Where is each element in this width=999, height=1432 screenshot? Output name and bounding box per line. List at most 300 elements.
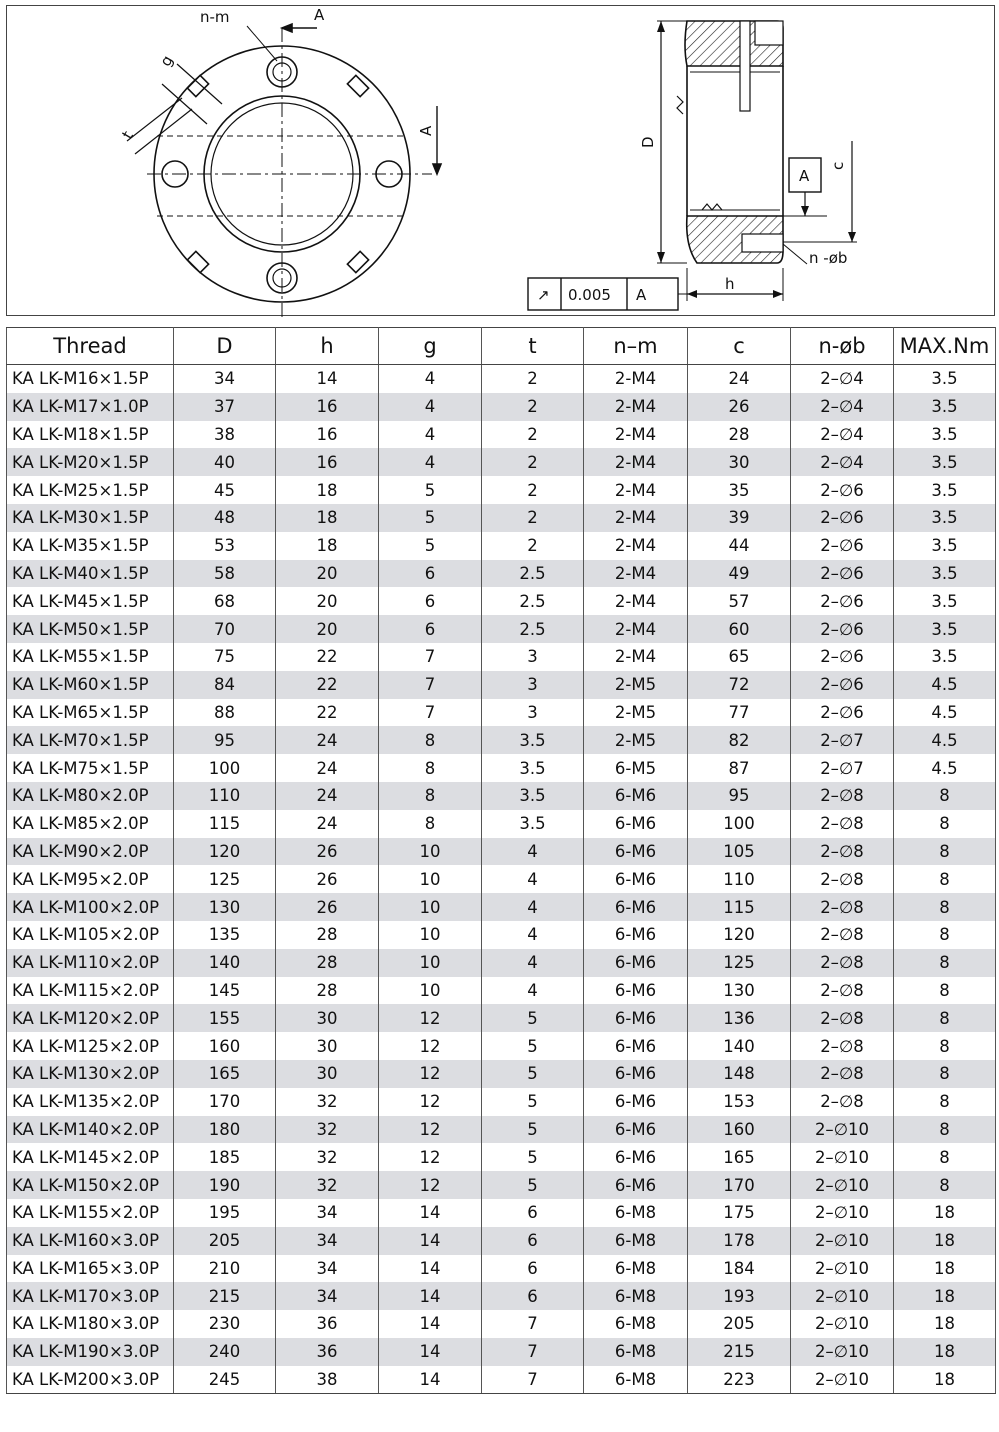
label-g: g xyxy=(156,52,177,70)
cell-g: 14 xyxy=(379,1227,482,1255)
cell-n-ob: 2–∅6 xyxy=(791,615,894,643)
cell-h: 20 xyxy=(276,587,379,615)
cell-g: 7 xyxy=(379,643,482,671)
cell-n-m: 6-M8 xyxy=(584,1199,688,1227)
table-row xyxy=(7,865,996,893)
cell-n-ob: 2–∅8 xyxy=(791,810,894,838)
side-view xyxy=(528,21,857,310)
cell-n-ob: 2–∅6 xyxy=(791,699,894,727)
cell-d: 95 xyxy=(174,726,276,754)
cell-d: 68 xyxy=(174,587,276,615)
table-row xyxy=(7,977,996,1005)
cell-thread: KA LK-M30×1.5P xyxy=(7,504,174,532)
cell-c: 24 xyxy=(688,365,791,393)
cell-g: 12 xyxy=(379,1088,482,1116)
cell-n-ob: 2–∅10 xyxy=(791,1366,894,1394)
cell-thread: KA LK-M95×2.0P xyxy=(7,865,174,893)
cell-max-nm: 3.5 xyxy=(894,560,996,588)
cell-n-m: 6-M6 xyxy=(584,1088,688,1116)
cell-thread: KA LK-M170×3.0P xyxy=(7,1282,174,1310)
cell-max-nm: 8 xyxy=(894,865,996,893)
cell-max-nm: 8 xyxy=(894,1060,996,1088)
cell-d: 180 xyxy=(174,1116,276,1144)
cell-thread: KA LK-M85×2.0P xyxy=(7,810,174,838)
cell-g: 12 xyxy=(379,1171,482,1199)
cell-n-ob: 2–∅8 xyxy=(791,1060,894,1088)
cell-max-nm: 3.5 xyxy=(894,365,996,393)
cell-n-ob: 2–∅4 xyxy=(791,365,894,393)
cell-h: 32 xyxy=(276,1088,379,1116)
cell-h: 24 xyxy=(276,810,379,838)
label-a-side: A xyxy=(417,125,435,136)
cell-h: 14 xyxy=(276,365,379,393)
label-c: c xyxy=(829,161,847,170)
table-row xyxy=(7,1227,996,1255)
cell-h: 38 xyxy=(276,1366,379,1394)
cell-g: 8 xyxy=(379,726,482,754)
cell-h: 20 xyxy=(276,615,379,643)
cell-thread: KA LK-M65×1.5P xyxy=(7,699,174,727)
cell-max-nm: 3.5 xyxy=(894,448,996,476)
slot-bottom-right xyxy=(347,251,368,272)
cell-g: 14 xyxy=(379,1199,482,1227)
cell-d: 110 xyxy=(174,782,276,810)
cell-t: 2 xyxy=(482,448,584,476)
cell-n-m: 6-M8 xyxy=(584,1310,688,1338)
cell-n-m: 2-M4 xyxy=(584,421,688,449)
cell-t: 2 xyxy=(482,504,584,532)
table-row xyxy=(7,1088,996,1116)
cell-n-m: 6-M8 xyxy=(584,1338,688,1366)
cell-max-nm: 18 xyxy=(894,1366,996,1394)
cell-t: 6 xyxy=(482,1227,584,1255)
cell-n-ob: 2–∅10 xyxy=(791,1282,894,1310)
cell-max-nm: 4.5 xyxy=(894,754,996,782)
cell-thread: KA LK-M110×2.0P xyxy=(7,949,174,977)
cell-max-nm: 8 xyxy=(894,977,996,1005)
cell-g: 14 xyxy=(379,1282,482,1310)
table-row xyxy=(7,393,996,421)
cell-t: 7 xyxy=(482,1338,584,1366)
cell-c: 26 xyxy=(688,393,791,421)
cell-c: 65 xyxy=(688,643,791,671)
cell-c: 215 xyxy=(688,1338,791,1366)
cell-t: 2 xyxy=(482,476,584,504)
cell-d: 215 xyxy=(174,1282,276,1310)
cell-n-m: 6-M8 xyxy=(584,1282,688,1310)
cell-t: 3.5 xyxy=(482,754,584,782)
cell-g: 7 xyxy=(379,671,482,699)
cell-n-ob: 2–∅8 xyxy=(791,782,894,810)
cell-g: 8 xyxy=(379,782,482,810)
cell-thread: KA LK-M60×1.5P xyxy=(7,671,174,699)
cell-h: 30 xyxy=(276,1032,379,1060)
cell-n-m: 6-M6 xyxy=(584,838,688,866)
cell-thread: KA LK-M17×1.0P xyxy=(7,393,174,421)
cell-t: 6 xyxy=(482,1282,584,1310)
front-view xyxy=(127,24,441,317)
cell-h: 30 xyxy=(276,1004,379,1032)
cell-thread: KA LK-M45×1.5P xyxy=(7,587,174,615)
cell-d: 70 xyxy=(174,615,276,643)
cell-n-m: 6-M6 xyxy=(584,921,688,949)
table-row xyxy=(7,587,996,615)
cell-thread: KA LK-M105×2.0P xyxy=(7,921,174,949)
cell-d: 34 xyxy=(174,365,276,393)
cell-max-nm: 4.5 xyxy=(894,699,996,727)
cell-g: 10 xyxy=(379,865,482,893)
label-n-m: n-m xyxy=(200,8,230,26)
cell-g: 7 xyxy=(379,699,482,727)
table-row xyxy=(7,893,996,921)
cell-n-m: 2-M5 xyxy=(584,699,688,727)
cell-n-ob: 2–∅8 xyxy=(791,977,894,1005)
cell-t: 6 xyxy=(482,1255,584,1283)
cell-g: 8 xyxy=(379,754,482,782)
cell-thread: KA LK-M140×2.0P xyxy=(7,1116,174,1144)
cell-g: 14 xyxy=(379,1338,482,1366)
cell-n-ob: 2–∅8 xyxy=(791,1004,894,1032)
table-row xyxy=(7,1255,996,1283)
cell-n-m: 6-M6 xyxy=(584,1171,688,1199)
cell-c: 105 xyxy=(688,838,791,866)
cell-g: 5 xyxy=(379,476,482,504)
cell-h: 26 xyxy=(276,893,379,921)
table-row xyxy=(7,782,996,810)
cell-n-m: 6-M6 xyxy=(584,1060,688,1088)
cell-n-ob: 2–∅10 xyxy=(791,1255,894,1283)
cell-thread: KA LK-M50×1.5P xyxy=(7,615,174,643)
cell-h: 18 xyxy=(276,532,379,560)
cell-d: 165 xyxy=(174,1060,276,1088)
label-datum-a: A xyxy=(799,167,810,185)
cell-max-nm: 8 xyxy=(894,949,996,977)
table-row xyxy=(7,1199,996,1227)
table-row xyxy=(7,1004,996,1032)
cell-c: 153 xyxy=(688,1088,791,1116)
cell-g: 4 xyxy=(379,365,482,393)
cell-g: 10 xyxy=(379,893,482,921)
cell-n-ob: 2–∅6 xyxy=(791,560,894,588)
cell-g: 6 xyxy=(379,587,482,615)
cell-d: 140 xyxy=(174,949,276,977)
table-row xyxy=(7,921,996,949)
cell-n-ob: 2–∅7 xyxy=(791,726,894,754)
cell-c: 60 xyxy=(688,615,791,643)
cell-c: 170 xyxy=(688,1171,791,1199)
cell-h: 22 xyxy=(276,699,379,727)
cell-g: 10 xyxy=(379,977,482,1005)
cell-g: 12 xyxy=(379,1032,482,1060)
cell-thread: KA LK-M145×2.0P xyxy=(7,1143,174,1171)
cell-n-m: 2-M5 xyxy=(584,671,688,699)
cell-h: 34 xyxy=(276,1227,379,1255)
cell-n-ob: 2–∅8 xyxy=(791,838,894,866)
cell-thread: KA LK-M20×1.5P xyxy=(7,448,174,476)
cell-d: 38 xyxy=(174,421,276,449)
column-header-n-ob: n-øb xyxy=(791,328,894,365)
table-row xyxy=(7,448,996,476)
cell-max-nm: 3.5 xyxy=(894,421,996,449)
cell-c: 44 xyxy=(688,532,791,560)
cell-c: 39 xyxy=(688,504,791,532)
cell-thread: KA LK-M80×2.0P xyxy=(7,782,174,810)
cell-h: 16 xyxy=(276,393,379,421)
cell-d: 245 xyxy=(174,1366,276,1394)
cell-t: 2.5 xyxy=(482,587,584,615)
cell-n-m: 2-M4 xyxy=(584,393,688,421)
cell-n-m: 6-M6 xyxy=(584,865,688,893)
column-header-t: t xyxy=(482,328,584,365)
table-row xyxy=(7,1032,996,1060)
cell-t: 5 xyxy=(482,1088,584,1116)
cell-c: 193 xyxy=(688,1282,791,1310)
table-row xyxy=(7,1282,996,1310)
label-t: t xyxy=(118,127,137,142)
cell-n-m: 2-M4 xyxy=(584,504,688,532)
cell-max-nm: 8 xyxy=(894,782,996,810)
cell-h: 16 xyxy=(276,448,379,476)
tolerance-datum: A xyxy=(636,286,647,304)
cell-max-nm: 3.5 xyxy=(894,393,996,421)
cell-h: 24 xyxy=(276,782,379,810)
cell-g: 4 xyxy=(379,393,482,421)
cell-t: 2 xyxy=(482,393,584,421)
cell-n-m: 6-M6 xyxy=(584,1032,688,1060)
cell-h: 22 xyxy=(276,671,379,699)
cell-d: 88 xyxy=(174,699,276,727)
column-header-max-nm: MAX.Nm xyxy=(894,328,996,365)
cell-c: 223 xyxy=(688,1366,791,1394)
cell-max-nm: 18 xyxy=(894,1227,996,1255)
table-row xyxy=(7,1310,996,1338)
cell-d: 135 xyxy=(174,921,276,949)
cell-c: 35 xyxy=(688,476,791,504)
cell-t: 3 xyxy=(482,643,584,671)
cell-h: 16 xyxy=(276,421,379,449)
cell-h: 32 xyxy=(276,1143,379,1171)
cell-max-nm: 8 xyxy=(894,838,996,866)
cell-g: 10 xyxy=(379,949,482,977)
cell-d: 125 xyxy=(174,865,276,893)
cell-max-nm: 4.5 xyxy=(894,671,996,699)
cell-c: 175 xyxy=(688,1199,791,1227)
cell-t: 4 xyxy=(482,977,584,1005)
cell-thread: KA LK-M180×3.0P xyxy=(7,1310,174,1338)
cell-max-nm: 8 xyxy=(894,1004,996,1032)
cell-g: 5 xyxy=(379,504,482,532)
table-body xyxy=(7,365,996,1394)
cell-g: 12 xyxy=(379,1116,482,1144)
cell-max-nm: 8 xyxy=(894,1088,996,1116)
cell-c: 160 xyxy=(688,1116,791,1144)
cell-h: 36 xyxy=(276,1338,379,1366)
table-row xyxy=(7,1171,996,1199)
cell-n-m: 2-M4 xyxy=(584,560,688,588)
label-h: h xyxy=(725,275,735,293)
cell-n-ob: 2–∅4 xyxy=(791,393,894,421)
cell-g: 6 xyxy=(379,615,482,643)
cell-t: 4 xyxy=(482,949,584,977)
cell-n-ob: 2–∅4 xyxy=(791,448,894,476)
cell-h: 30 xyxy=(276,1060,379,1088)
cell-n-m: 6-M6 xyxy=(584,893,688,921)
cell-d: 48 xyxy=(174,504,276,532)
cell-max-nm: 18 xyxy=(894,1282,996,1310)
cell-thread: KA LK-M70×1.5P xyxy=(7,726,174,754)
cell-g: 14 xyxy=(379,1366,482,1394)
column-header-h: h xyxy=(276,328,379,365)
cell-c: 72 xyxy=(688,671,791,699)
cell-thread: KA LK-M160×3.0P xyxy=(7,1227,174,1255)
table-row xyxy=(7,643,996,671)
cell-n-ob: 2–∅7 xyxy=(791,754,894,782)
cell-d: 155 xyxy=(174,1004,276,1032)
table-row xyxy=(7,615,996,643)
cell-max-nm: 8 xyxy=(894,1032,996,1060)
cell-t: 3.5 xyxy=(482,726,584,754)
cell-max-nm: 3.5 xyxy=(894,643,996,671)
cell-t: 4 xyxy=(482,893,584,921)
cell-n-m: 2-M4 xyxy=(584,643,688,671)
cell-max-nm: 4.5 xyxy=(894,726,996,754)
cell-d: 75 xyxy=(174,643,276,671)
cell-c: 100 xyxy=(688,810,791,838)
cell-max-nm: 18 xyxy=(894,1338,996,1366)
cell-h: 24 xyxy=(276,726,379,754)
cell-g: 6 xyxy=(379,560,482,588)
cell-thread: KA LK-M120×2.0P xyxy=(7,1004,174,1032)
cell-n-m: 6-M6 xyxy=(584,810,688,838)
cell-c: 57 xyxy=(688,587,791,615)
table-row xyxy=(7,754,996,782)
cell-h: 32 xyxy=(276,1171,379,1199)
cell-n-m: 2-M4 xyxy=(584,615,688,643)
cell-max-nm: 8 xyxy=(894,1171,996,1199)
cell-thread: KA LK-M165×3.0P xyxy=(7,1255,174,1283)
cell-h: 26 xyxy=(276,838,379,866)
slot-top-left xyxy=(187,75,208,96)
cell-max-nm: 8 xyxy=(894,810,996,838)
cell-h: 26 xyxy=(276,865,379,893)
cell-n-m: 6-M6 xyxy=(584,1143,688,1171)
cell-d: 210 xyxy=(174,1255,276,1283)
cell-max-nm: 3.5 xyxy=(894,587,996,615)
cell-thread: KA LK-M155×2.0P xyxy=(7,1199,174,1227)
cell-c: 77 xyxy=(688,699,791,727)
table-row xyxy=(7,476,996,504)
technical-drawing xyxy=(6,5,995,316)
cell-c: 30 xyxy=(688,448,791,476)
cell-d: 84 xyxy=(174,671,276,699)
cell-h: 36 xyxy=(276,1310,379,1338)
cell-n-m: 6-M8 xyxy=(584,1366,688,1394)
cell-n-ob: 2–∅8 xyxy=(791,949,894,977)
cell-max-nm: 18 xyxy=(894,1199,996,1227)
cell-g: 10 xyxy=(379,838,482,866)
cell-n-ob: 2–∅6 xyxy=(791,504,894,532)
cell-c: 28 xyxy=(688,421,791,449)
cell-thread: KA LK-M100×2.0P xyxy=(7,893,174,921)
table-row xyxy=(7,726,996,754)
table-row xyxy=(7,1366,996,1394)
cell-thread: KA LK-M16×1.5P xyxy=(7,365,174,393)
cell-n-m: 6-M8 xyxy=(584,1255,688,1283)
cell-g: 10 xyxy=(379,921,482,949)
cell-n-ob: 2–∅10 xyxy=(791,1171,894,1199)
cell-n-m: 2-M4 xyxy=(584,532,688,560)
cell-d: 115 xyxy=(174,810,276,838)
cell-h: 28 xyxy=(276,949,379,977)
cell-thread: KA LK-M40×1.5P xyxy=(7,560,174,588)
cell-thread: KA LK-M125×2.0P xyxy=(7,1032,174,1060)
cell-c: 165 xyxy=(688,1143,791,1171)
cell-thread: KA LK-M25×1.5P xyxy=(7,476,174,504)
cell-thread: KA LK-M200×3.0P xyxy=(7,1366,174,1394)
table-row xyxy=(7,1338,996,1366)
cell-c: 125 xyxy=(688,949,791,977)
table-row xyxy=(7,1116,996,1144)
cell-n-ob: 2–∅6 xyxy=(791,476,894,504)
cell-c: 148 xyxy=(688,1060,791,1088)
column-header-c: c xyxy=(688,328,791,365)
cell-n-m: 2-M4 xyxy=(584,365,688,393)
cell-n-ob: 2–∅8 xyxy=(791,921,894,949)
cell-g: 4 xyxy=(379,421,482,449)
cell-h: 34 xyxy=(276,1199,379,1227)
column-header-thread: Thread xyxy=(7,328,174,365)
cell-max-nm: 3.5 xyxy=(894,615,996,643)
cell-h: 18 xyxy=(276,504,379,532)
cell-d: 45 xyxy=(174,476,276,504)
cell-d: 195 xyxy=(174,1199,276,1227)
label-d: D xyxy=(639,136,657,148)
label-n-b: n -øb xyxy=(809,249,848,267)
cell-d: 53 xyxy=(174,532,276,560)
cell-h: 32 xyxy=(276,1116,379,1144)
cell-n-m: 2-M5 xyxy=(584,726,688,754)
cell-n-m: 6-M6 xyxy=(584,782,688,810)
cell-t: 2.5 xyxy=(482,615,584,643)
cell-d: 58 xyxy=(174,560,276,588)
cell-n-m: 2-M4 xyxy=(584,476,688,504)
cell-t: 2 xyxy=(482,421,584,449)
cell-t: 5 xyxy=(482,1143,584,1171)
cell-d: 240 xyxy=(174,1338,276,1366)
cell-t: 5 xyxy=(482,1116,584,1144)
cell-d: 40 xyxy=(174,448,276,476)
cell-h: 24 xyxy=(276,754,379,782)
cell-n-ob: 2–∅6 xyxy=(791,587,894,615)
cell-d: 170 xyxy=(174,1088,276,1116)
cell-thread: KA LK-M130×2.0P xyxy=(7,1060,174,1088)
table-row xyxy=(7,1143,996,1171)
cell-c: 140 xyxy=(688,1032,791,1060)
cell-n-ob: 2–∅10 xyxy=(791,1199,894,1227)
table-row xyxy=(7,810,996,838)
cell-t: 3 xyxy=(482,671,584,699)
slot-bottom-left xyxy=(187,251,208,272)
cell-d: 190 xyxy=(174,1171,276,1199)
cell-max-nm: 18 xyxy=(894,1310,996,1338)
cell-c: 178 xyxy=(688,1227,791,1255)
cell-t: 3 xyxy=(482,699,584,727)
cell-n-m: 2-M4 xyxy=(584,587,688,615)
cell-d: 145 xyxy=(174,977,276,1005)
cell-h: 20 xyxy=(276,560,379,588)
table-row xyxy=(7,671,996,699)
cell-max-nm: 8 xyxy=(894,1116,996,1144)
